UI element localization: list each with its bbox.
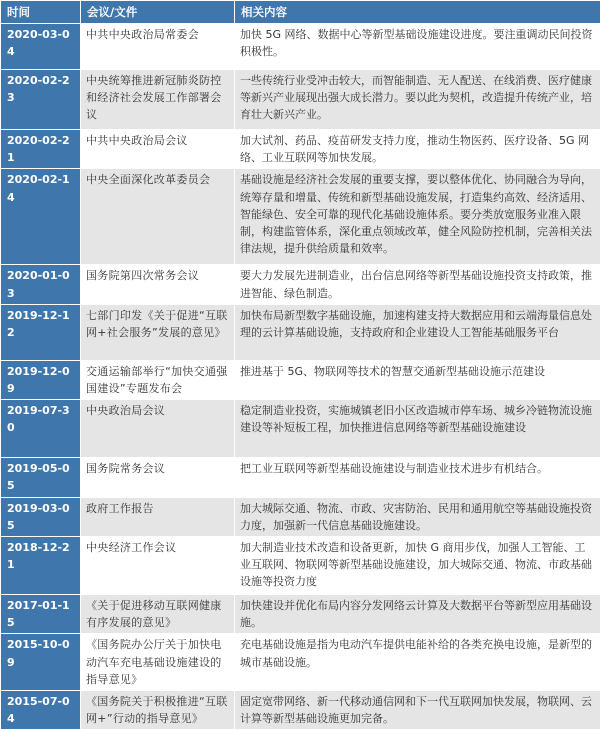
table-row	[1, 70, 600, 130]
header-content: 相关内容	[235, 1, 600, 24]
header-date: 时间	[1, 1, 81, 24]
table-row	[1, 537, 600, 595]
row-content: 一些传统行业受冲击较大，而智能制造、无人配送、在线消费、医疗健康等新兴产业展现出强大成长潜力。要以此为契机，改造提升传统产业，培育壮大新兴产业。	[235, 70, 600, 130]
table-row	[1, 265, 600, 304]
row-content: 加快建设并优化布局内容分发网络云计算及大数据平台等新型应用基础设施。	[235, 595, 600, 634]
row-date: 2020-02-21	[1, 130, 81, 169]
row-date: 2017-01-15	[1, 595, 81, 634]
row-content: 要大力发展先进制造业，出台信息网络等新型基础设施投资支持政策，推进智能、绿色制造。	[235, 265, 600, 304]
row-document: 国务院常务会议	[81, 458, 235, 497]
row-document: 七部门印发《关于促进“互联网+社会服务”发展的意见》	[81, 304, 235, 360]
row-document: 《关于促进移动互联网健康有序发展的意见》	[81, 595, 235, 634]
row-content: 加大城际交通、物流、市政、灾害防治、民用和通用航空等基础设施投资力度，加强新一代信息基础设施建设。	[235, 497, 600, 536]
table-row	[1, 360, 600, 399]
row-date: 2015-07-04	[1, 691, 81, 730]
table-row	[1, 24, 600, 70]
row-document: 中央全面深化改革委员会	[81, 169, 235, 265]
row-content: 加快 5G 网络、数据中心等新型基础设施建设进度。要注重调动民间投资积极性。	[235, 24, 600, 70]
row-document: 中央政治局会议	[81, 400, 235, 458]
header-document: 会议/文件	[81, 1, 235, 24]
table-row	[1, 169, 600, 265]
row-document: 《国务院关于积极推进“互联网+”行动的指导意见》	[81, 691, 235, 730]
row-content: 固定宽带网络、新一代移动通信网和下一代互联网加快发展，物联网、云计算等新型基础设施更加完备。	[235, 691, 600, 730]
table-row	[1, 497, 600, 536]
row-content: 把工业互联网等新型基础设施建设与制造业技术进步有机结合。	[235, 458, 600, 497]
row-content: 推进基于 5G、物联网等技术的智慧交通新型基础设施示范建设	[235, 360, 600, 399]
row-date: 2020-02-23	[1, 70, 81, 130]
table-row	[1, 595, 600, 634]
row-document: 中共中央政治局常委会	[81, 24, 235, 70]
row-document: 中央经济工作会议	[81, 537, 235, 595]
row-date: 2019-12-09	[1, 360, 81, 399]
row-date: 2015-10-09	[1, 634, 81, 691]
row-document: 中央统筹推进新冠肺炎防控和经济社会发展工作部署会议	[81, 70, 235, 130]
table-row	[1, 458, 600, 497]
row-content: 加快布局新型数字基础设施，加速构建支持大数据应用和云端海量信息处理的云计算基础设施，支持政府和企业建设人工智能基础服务平台	[235, 304, 600, 360]
row-date: 2019-03-05	[1, 497, 81, 536]
table-row	[1, 130, 600, 169]
row-date: 2019-07-30	[1, 400, 81, 458]
row-document: 《国务院办公厅关于加快电动汽车充电基础设施建设的指导意见》	[81, 634, 235, 691]
row-document: 国务院第四次常务会议	[81, 265, 235, 304]
table-row	[1, 400, 600, 458]
table-row	[1, 691, 600, 730]
row-content: 稳定制造业投资，实施城镇老旧小区改造城市停车场、城乡冷链物流设施建设等补短板工程，加快推进信息网络等新型基础设施建设	[235, 400, 600, 458]
row-content: 加大试剂、药品、疫苗研发支持力度，推动生物医药、医疗设备、5G 网络、工业互联网等加快发展。	[235, 130, 600, 169]
table-header-row	[1, 1, 600, 24]
table-row	[1, 634, 600, 691]
row-date: 2020-01-03	[1, 265, 81, 304]
row-date: 2020-03-04	[1, 24, 81, 70]
row-document: 中共中央政治局会议	[81, 130, 235, 169]
row-date: 2018-12-21	[1, 537, 81, 595]
row-document: 政府工作报告	[81, 497, 235, 536]
row-date: 2019-05-05	[1, 458, 81, 497]
row-content: 加大制造业技术改造和设备更新，加快 G 商用步伐，加强人工智能、工业互联网、物联网等新型基础设施建设，加大城际交通、物流、市政基础设施等投资力度	[235, 537, 600, 595]
row-content: 充电基础设施是指为电动汽车提供电能补给的各类充换电设施，是新型的城市基础设施。	[235, 634, 600, 691]
row-content: 基础设施是经济社会发展的重要支撑，要以整体优化、协同融合为导向，统筹存量和增量、传统和新型基础设施发展，打造集约高效、经济适用、智能绿色、安全可靠的现代化基础设施体系。要分类放宽服务业准入限制，构建监管体系，深化重点领域改革，健全风险防控机制，完善相关法律法规，提升供给质量和效率。	[235, 169, 600, 265]
row-document: 交通运输部举行“加快交通强国建设”专题发布会	[81, 360, 235, 399]
row-date: 2020-02-14	[1, 169, 81, 265]
table-row	[1, 304, 600, 360]
row-date: 2019-12-12	[1, 304, 81, 360]
